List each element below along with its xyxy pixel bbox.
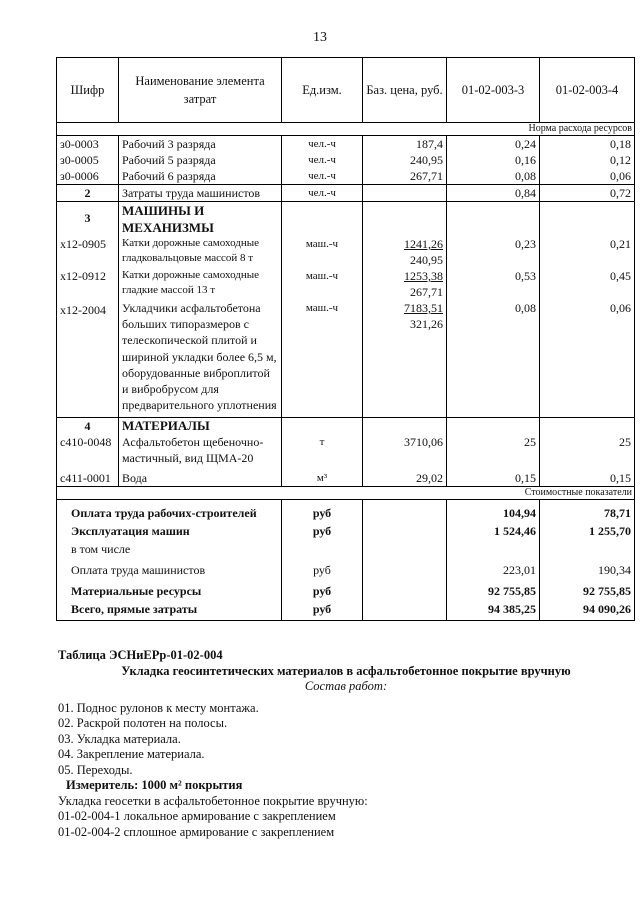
table-row [57, 152, 635, 168]
row-value-2: 25 [540, 434, 635, 466]
row-unit: т [282, 434, 363, 466]
section-code: 3 [57, 202, 119, 237]
summary-value-2: 94 090,26 [540, 600, 635, 621]
row-unit: маш.-ч [282, 236, 363, 268]
section-description [58, 648, 634, 840]
row-code: х12-2004 [57, 300, 119, 418]
table-row [57, 268, 635, 300]
row-code: з0-0003 [57, 136, 119, 153]
summary-label: в том числе [57, 540, 282, 558]
cost-caption: Стоимостные показатели [57, 487, 635, 500]
row-code: с411-0001 [57, 466, 119, 487]
row-unit: чел.-ч [282, 185, 363, 202]
row-price: 1253,38 [404, 269, 443, 283]
table-row [57, 236, 635, 268]
summary-unit: руб [282, 558, 363, 579]
row-price-cell [363, 236, 447, 268]
summary-unit: руб [282, 522, 363, 540]
summary-value-1: 223,01 [447, 558, 540, 579]
section-title: МАШИНЫ И МЕХАНИЗМЫ [119, 202, 282, 237]
section-title: МАТЕРИАЛЫ [119, 418, 282, 435]
row-price: 187,4 [363, 136, 447, 153]
cost-caption-row [57, 487, 635, 500]
list-item: 05. Переходы. [58, 762, 133, 777]
machines-section-row [57, 202, 635, 237]
page-number: 13 [313, 30, 327, 45]
list-item: 03. Укладка материала. [58, 731, 181, 746]
table-title: Таблица ЭСНиЕРр-01-02-004 [58, 648, 223, 662]
row-value-2: 0,21 [540, 236, 635, 268]
row-value-1: 0,16 [447, 152, 540, 168]
row-price-cell [363, 300, 447, 418]
summary-value-1: 92 755,85 [447, 579, 540, 600]
row-price: 29,02 [363, 466, 447, 487]
resource-table [56, 57, 635, 621]
row-price-machinist: 240,95 [410, 253, 443, 267]
row-value-2: 0,06 [540, 168, 635, 185]
row-code: 2 [57, 185, 119, 202]
row-name: Рабочий 3 разряда [119, 136, 282, 153]
row-value-2: 0,12 [540, 152, 635, 168]
summary-value-2: 1 255,70 [540, 522, 635, 540]
row-unit: маш.-ч [282, 300, 363, 418]
row-value-1: 0,08 [447, 300, 540, 418]
row-price: 267,71 [363, 168, 447, 185]
list-item: 02. Раскрой полотен на полосы. [58, 716, 228, 730]
header-base-price: Баз. цена, руб. [363, 58, 447, 123]
summary-row [57, 558, 635, 579]
row-unit: маш.-ч [282, 268, 363, 300]
section-heading: Укладка геосинтетических материалов в асфальтобетонное покрытие вручную [121, 663, 571, 678]
row-name: Затраты труда машинистов [119, 185, 282, 202]
row-name: Вода [119, 466, 282, 487]
meter-description: Укладка геосетки в асфальтобетонное покрытие вручную: [58, 793, 368, 808]
row-value-2: 0,15 [540, 466, 635, 487]
summary-unit: руб [282, 500, 363, 523]
section-code: 4 [57, 418, 119, 435]
row-value-1: 0,15 [447, 466, 540, 487]
summary-row [57, 579, 635, 600]
summary-unit: руб [282, 579, 363, 600]
summary-row [57, 600, 635, 621]
list-item: 01. Поднос рулонов к месту монтажа. [58, 700, 259, 715]
row-value-1: 0,23 [447, 236, 540, 268]
row-value-1: 25 [447, 434, 540, 466]
row-price [363, 185, 447, 202]
header-name: Наименование элемента затрат [119, 58, 282, 123]
list-item: 01-02-004-2 сплошное армирование с закреплением [58, 824, 335, 839]
row-price-machinist: 321,26 [410, 317, 443, 331]
row-name: Катки дорожные самоходные гладкие массой 13 т [119, 268, 282, 300]
row-value-2: 0,06 [540, 300, 635, 418]
summary-value-1: 1 524,46 [447, 522, 540, 540]
row-price: 3710,06 [363, 434, 447, 466]
summary-row [57, 500, 635, 523]
summary-value-2: 92 755,85 [540, 579, 635, 600]
summary-value-1: 94 385,25 [447, 600, 540, 621]
list-item: 04. Закрепление материала. [58, 747, 205, 761]
summary-label: Оплата труда машинистов [57, 558, 282, 579]
row-code: с410-0048 [57, 434, 119, 466]
row-unit: чел.-ч [282, 136, 363, 153]
row-unit: чел.-ч [282, 152, 363, 168]
summary-row [57, 522, 635, 540]
row-price: 240,95 [363, 152, 447, 168]
row-value-1: 0,84 [447, 185, 540, 202]
row-name: Укладчики асфальтобетона больших типоразмеров с телескопической плитой и шириной укладки более 6,5 м, оборудованные виброплитой и вибробрусом для предварительного уплотнения [119, 300, 282, 418]
row-code: з0-0005 [57, 152, 119, 168]
row-value-1: 0,24 [447, 136, 540, 153]
norm-caption: Норма расхода ресурсов [57, 123, 635, 136]
header-col-003-3: 01-02-003-3 [447, 58, 540, 123]
row-name: Катки дорожные самоходные гладковальцовые массой 8 т [119, 236, 282, 268]
row-unit: м³ [282, 466, 363, 487]
row-value-1: 0,08 [447, 168, 540, 185]
table-row [57, 168, 635, 185]
composition-title: Состав работ: [304, 679, 388, 693]
row-name: Рабочий 6 разряда [119, 168, 282, 185]
header-unit: Ед.изм. [282, 58, 363, 123]
row-code: х12-0905 [57, 236, 119, 268]
row-name: Асфальтобетон щебеночно-мастичный, вид ЩМА-20 [119, 434, 282, 466]
row-value-2: 0,72 [540, 185, 635, 202]
row-code: з0-0006 [57, 168, 119, 185]
row-name: Рабочий 5 разряда [119, 152, 282, 168]
summary-label: Оплата труда рабочих-строителей [57, 500, 282, 523]
row-value-2: 0,45 [540, 268, 635, 300]
norm-caption-row [57, 123, 635, 136]
materials-section-row [57, 418, 635, 435]
row-price-cell [363, 268, 447, 300]
header-code: Шифр [57, 58, 119, 123]
table-row [57, 466, 635, 487]
summary-row [57, 540, 635, 558]
header-col-003-4: 01-02-003-4 [540, 58, 635, 123]
summary-value-2: 78,71 [540, 500, 635, 523]
meter-line: Измеритель: 1000 м² покрытия [66, 778, 243, 792]
table-row [57, 300, 635, 418]
row-price: 7183,51 [404, 301, 443, 315]
summary-label: Материальные ресурсы [57, 579, 282, 600]
list-item: 01-02-004-1 локальное армирование с закреплением [58, 809, 336, 823]
row-value-1: 0,53 [447, 268, 540, 300]
row-value-2: 0,18 [540, 136, 635, 153]
machinist-labor-row [57, 185, 635, 202]
row-code: х12-0912 [57, 268, 119, 300]
row-unit: чел.-ч [282, 168, 363, 185]
summary-label: Эксплуатация машин [57, 522, 282, 540]
table-row [57, 136, 635, 153]
header-row [57, 58, 635, 123]
summary-value-1: 104,94 [447, 500, 540, 523]
summary-unit: руб [282, 600, 363, 621]
table-row [57, 434, 635, 466]
summary-value-2: 190,34 [540, 558, 635, 579]
row-price: 1241,26 [404, 237, 443, 251]
row-price-machinist: 267,71 [410, 285, 443, 299]
summary-label: Всего, прямые затраты [57, 600, 282, 621]
